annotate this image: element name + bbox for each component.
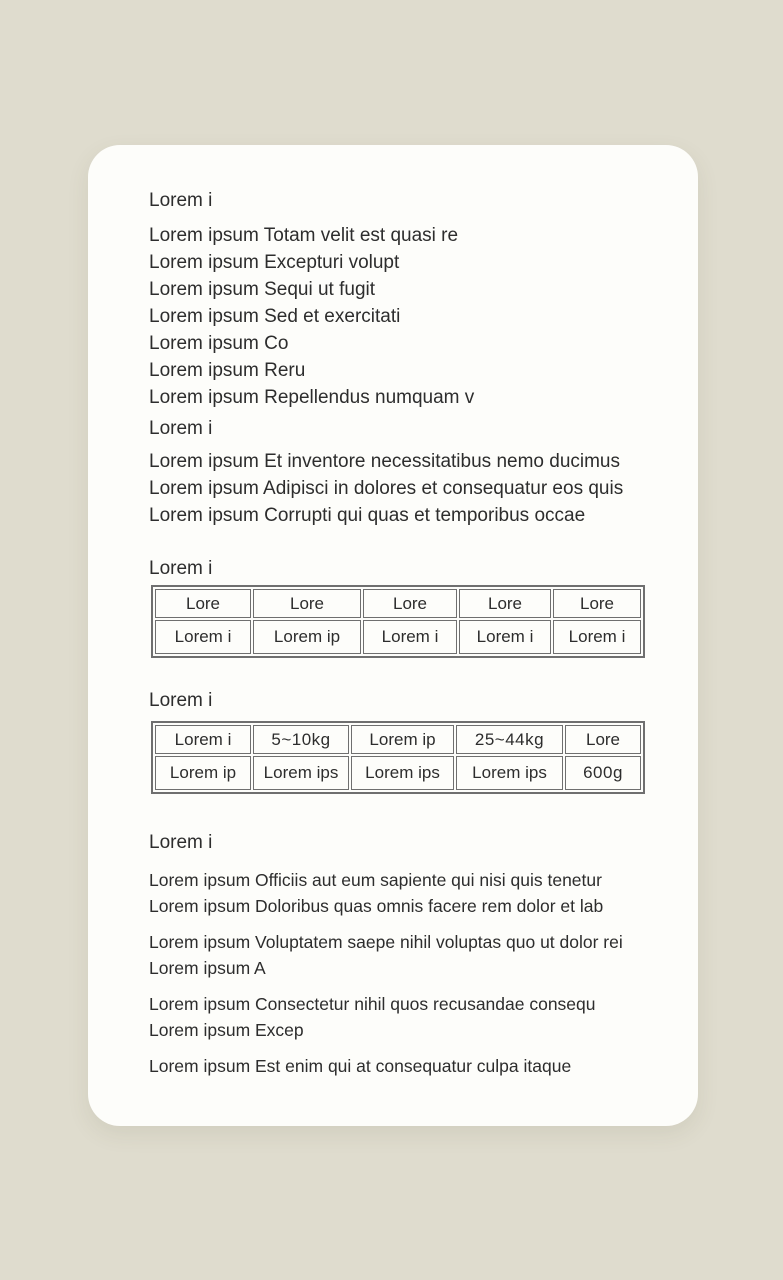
table-row — [155, 756, 641, 790]
paragraph-line: Lorem ipsum Officiis aut eum sapiente qui nisi quis tenetur — [149, 870, 602, 890]
section-heading-1: Lorem i — [149, 190, 213, 211]
table-cell: Lorem i — [155, 725, 251, 754]
text-line: Lorem ipsum Corrupti qui quas et temporibus occae — [149, 505, 586, 526]
section-heading-2: Lorem i — [149, 418, 213, 439]
spec-line-list-2 — [149, 448, 648, 529]
table-cell: Lorem ips — [456, 756, 563, 790]
table-cell: Lorem ips — [253, 756, 349, 790]
table-cell-weight-range: 25~44kg — [456, 725, 563, 754]
spec-table-2 — [151, 721, 645, 794]
table-row — [155, 725, 641, 754]
table-cell: Lorem i — [155, 620, 251, 654]
paragraph-line: Lorem ipsum Est enim qui at consequatur culpa itaque — [149, 1056, 572, 1076]
content-card — [88, 145, 698, 1126]
section-heading-4: Lorem i — [149, 690, 213, 711]
text-line: Lorem ipsum Et inventore necessitatibus nemo ducimus — [149, 451, 621, 472]
text-line: Lorem ipsum Excepturi volupt — [149, 252, 400, 273]
text-line: Lorem ipsum Co — [149, 333, 289, 354]
table-cell-weight-value: 600g — [565, 756, 641, 790]
text-line: Lorem ipsum Sequi ut fugit — [149, 279, 376, 300]
spec-line-list-1 — [149, 222, 648, 411]
paragraph-line: Lorem ipsum Voluptatem saepe nihil voluptas quo ut dolor rei — [149, 932, 623, 952]
table-row — [155, 589, 641, 618]
paragraph — [149, 867, 648, 919]
table-cell: Lore — [553, 589, 641, 618]
text-line: Lorem ipsum Totam velit est quasi re — [149, 225, 459, 246]
paragraph — [149, 991, 648, 1043]
table-cell-weight-range: 5~10kg — [253, 725, 349, 754]
table-cell: Lore — [363, 589, 457, 618]
section-heading-3: Lorem i — [149, 558, 213, 579]
table-cell: Lorem ip — [351, 725, 454, 754]
paragraph — [149, 1053, 648, 1079]
spec-table-1 — [151, 585, 645, 658]
table-cell: Lore — [565, 725, 641, 754]
paragraph-line: Lorem ipsum A — [149, 958, 266, 978]
table-cell: Lorem ips — [351, 756, 454, 790]
table-cell: Lorem i — [553, 620, 641, 654]
table-cell: Lorem i — [363, 620, 457, 654]
text-line: Lorem ipsum Reru — [149, 360, 306, 381]
table-cell: Lorem ip — [253, 620, 361, 654]
table-cell: Lore — [155, 589, 251, 618]
table-cell: Lore — [459, 589, 551, 618]
text-line: Lorem ipsum Adipisci in dolores et consequatur eos quis — [149, 478, 624, 499]
paragraph — [149, 929, 648, 981]
paragraph-line: Lorem ipsum Doloribus quas omnis facere rem dolor et lab — [149, 896, 604, 916]
text-line: Lorem ipsum Sed et exercitati — [149, 306, 401, 327]
table-cell: Lore — [253, 589, 361, 618]
paragraph-line: Lorem ipsum Excep — [149, 1020, 304, 1040]
description-paragraphs — [149, 867, 648, 1079]
text-line: Lorem ipsum Repellendus numquam v — [149, 387, 475, 408]
section-heading-5: Lorem i — [149, 832, 213, 853]
table-row — [155, 620, 641, 654]
table-cell: Lorem i — [459, 620, 551, 654]
paragraph-line: Lorem ipsum Consectetur nihil quos recusandae consequ — [149, 994, 596, 1014]
table-cell: Lorem ip — [155, 756, 251, 790]
